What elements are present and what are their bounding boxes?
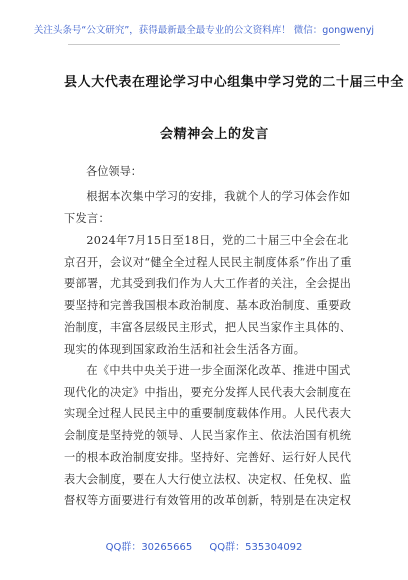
header-divider [68, 44, 340, 45]
body-paragraph-1 [64, 186, 358, 229]
footer-contact [0, 538, 408, 553]
document-title-line-1: 县人大代表在理论学习中心组集中学习党的二十届三中全 [64, 75, 405, 90]
document-title-line-2: 会精神会上的发言 [160, 127, 269, 142]
body-paragraph-2 [64, 230, 358, 360]
footer-qq-group-2: QQ群：535304092 [209, 542, 303, 553]
paragraph-text: 2024年7月15日至18日，党的二十届三中全会在北京召开，会议对“健全全过程人民民主制度体系”作出了重要部署，尤其受到我们作为人大工作者的关注，全会提出要坚持和完善我国根本政治制度、基本政治制度、重要政治制度，丰富各层级民主形式，把人民当家作主具体的、现实的体现到国家政治生活和社会生活各方面。 [64, 234, 352, 356]
body-paragraph-3 [64, 360, 358, 512]
paragraph-text: 根据本次集中学习的安排，我就个人的学习体会作如下发言： [64, 190, 351, 225]
paragraph-text: 在《中共中央关于进一步全面深化改革、推进中国式现代化的决定》中指出，要充分发挥人民代表大会制度在实现全过程人民民主中的重要制度载体作用。人民代表大会制度是坚持党的领导、人民当家作主、依法治国有机统一的根本政治制度安排。坚持好、完善好、运行好人民代表大会制度，要在人大行使立法权、决定权、任免权、监督权等方面要进行有效管用的改革创新，特别是在决定权 [64, 364, 352, 508]
header-note: 关注头条号“公文研究”，获得最新最全最专业的公文资料库！ 微信：gongwenyj [33, 25, 375, 36]
salutation: 各位领导： [86, 165, 142, 178]
footer-qq-group-1: QQ群：30265665 [105, 542, 193, 553]
